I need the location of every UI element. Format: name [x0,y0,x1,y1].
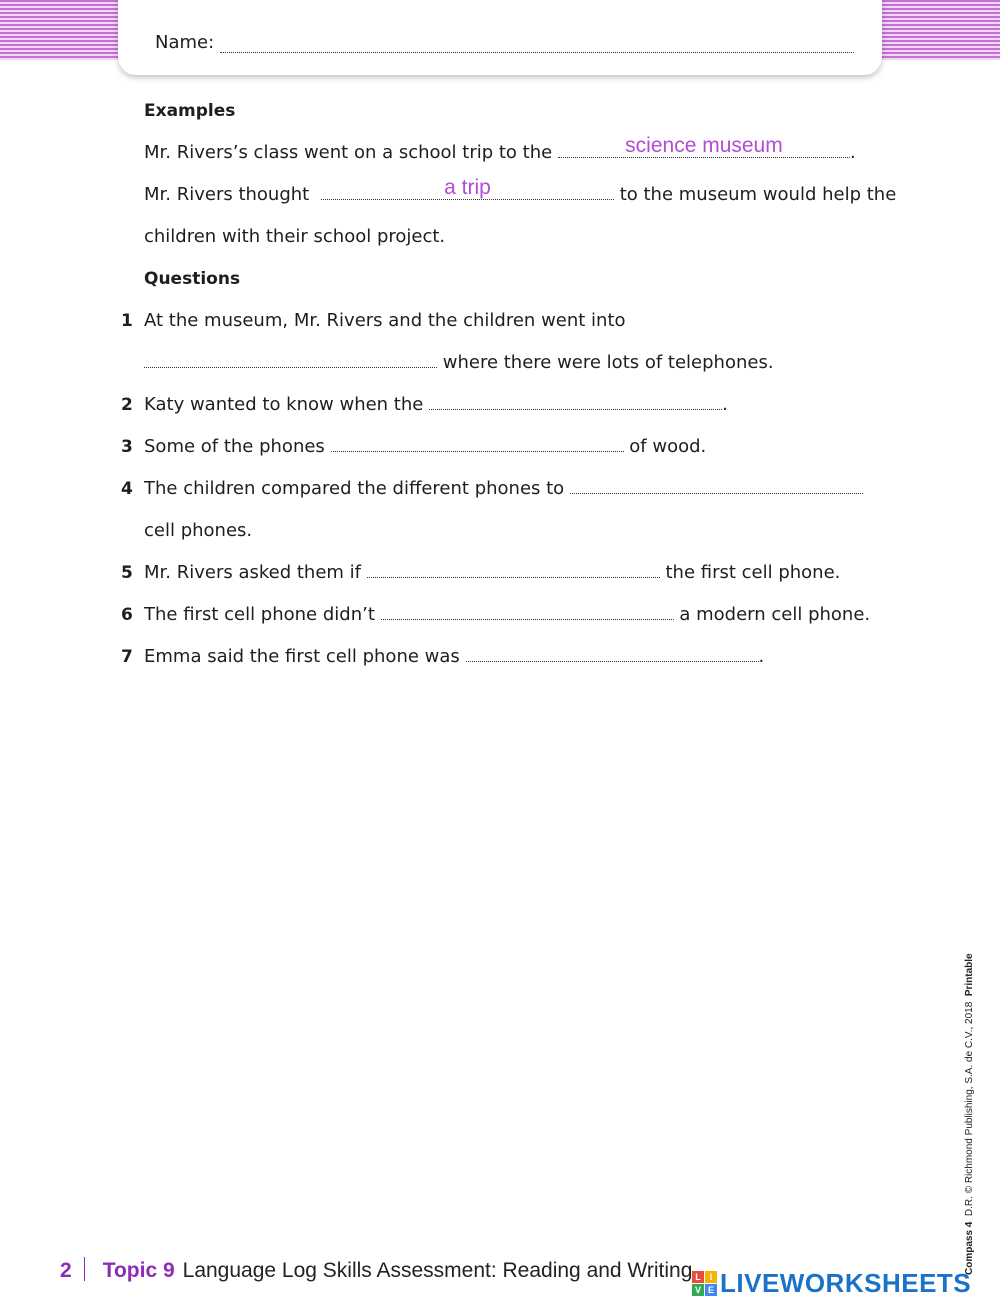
question-6-after: a modern cell phone. [679,604,871,625]
page-number: 2 [60,1259,72,1282]
logo-letter-v: V [692,1284,704,1296]
question-5 [144,561,840,585]
question-4-blank[interactable] [570,477,863,494]
question-6-blank[interactable] [381,603,674,620]
question-2-blank[interactable] [429,393,722,410]
footer-divider [84,1257,85,1281]
question-3 [144,435,706,459]
question-5-blank[interactable] [367,561,660,578]
example-2-answer: a trip [444,176,491,199]
example-1-blank [558,134,850,158]
question-2-after: . [722,394,728,415]
question-1-text: At the museum, Mr. Rivers and the children went into [144,310,626,331]
question-1-number: 1 [121,311,133,331]
question-1-blank[interactable] [144,351,437,368]
liveworksheets-logo-icon [692,1271,717,1296]
example-2 [144,176,897,207]
question-7-after: . [758,646,765,667]
liveworksheets-text: LIVEWORKSHEETS [720,1267,972,1298]
copyright-book: Compass 4 [964,1221,975,1275]
question-2 [144,393,728,417]
question-4-number: 4 [121,479,133,499]
copyright-text: D.R. © Richmond Publishing, S.A. de C.V., 2018 [964,1001,975,1217]
question-5-after: the first cell phone. [665,562,841,583]
name-field[interactable] [220,52,854,53]
question-1-after: where there were lots of telephones. [442,352,774,373]
question-6 [144,603,870,627]
question-5-number: 5 [121,563,133,583]
footer-topic: Topic 9 [102,1259,175,1282]
copyright-notice [964,953,975,1275]
footer [60,1257,692,1283]
name-label: Name: [155,32,215,53]
question-6-number: 6 [121,605,133,625]
example-2-text: Mr. Rivers thought [144,184,310,205]
question-4-after: cell phones. [144,520,253,541]
logo-letter-e: E [705,1284,717,1296]
example-2-after: to the museum would help the [619,184,897,205]
question-6-text: The first cell phone didn’t [144,604,375,625]
example-2-blank [321,176,614,200]
example-1-end: . [849,142,856,163]
question-4 [144,477,863,501]
name-card [118,0,882,75]
question-7-number: 7 [121,647,133,667]
footer-title: Language Log Skills Assessment: Reading and Writing [182,1259,693,1282]
liveworksheets-watermark [692,1266,971,1300]
question-7-blank[interactable] [466,645,759,662]
question-2-number: 2 [121,395,133,415]
question-3-blank[interactable] [331,435,624,452]
question-1-line2 [144,351,774,375]
question-5-text: Mr. Rivers asked them if [144,562,362,583]
question-4-text: The children compared the different phones to [144,478,565,499]
logo-letter-l: L [692,1271,704,1283]
question-3-after: of wood. [629,436,707,457]
question-7-text: Emma said the first cell phone was [144,646,460,667]
question-7 [144,645,764,669]
header-stripes-right [870,0,1000,60]
logo-letter-i: I [705,1271,717,1283]
example-1-text: Mr. Rivers’s class went on a school trip to the [144,142,553,163]
examples-heading: Examples [144,101,236,121]
question-2-text: Katy wanted to know when the [144,394,424,415]
example-2-continuation: children with their school project. [144,226,446,247]
example-1-answer: science museum [625,134,783,157]
question-3-text: Some of the phones [144,436,325,457]
header-stripes-left [0,0,130,60]
questions-heading: Questions [144,269,241,289]
printable-label: Printable [964,953,975,997]
question-3-number: 3 [121,437,133,457]
example-1 [144,134,856,165]
